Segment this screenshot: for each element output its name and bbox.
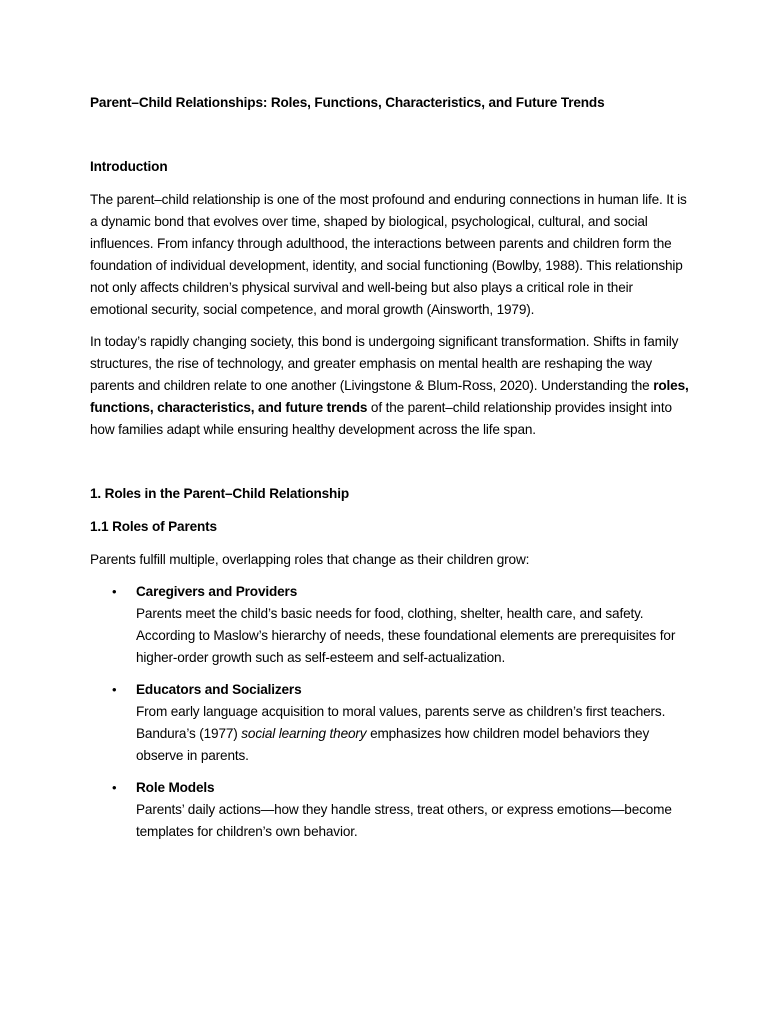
bullet-body: Parents’ daily actions—how they handle stress, treat others, or express emotions—become templates for children’s own behavior. — [136, 802, 672, 839]
intro-paragraph-2-bold: roles, functions, characteristics, and future trends — [90, 378, 689, 415]
intro-paragraph-2-text-b: of the parent–child relationship provides insight into how families adapt while ensuring healthy development across the life span. — [90, 400, 672, 437]
bullet-body-text-b: emphasizes how children model behaviors they observe in parents. — [136, 726, 650, 763]
bullet-body: Parents meet the child’s basic needs for food, clothing, shelter, health care, and safety. According to Maslow’s hierarchy of needs, these foundational elements are prerequisites for higher-order growth such as self-esteem and self-actualization. — [136, 606, 676, 665]
bullet-title: Caregivers and Providers — [136, 584, 298, 599]
bullet-title: Educators and Socializers — [136, 682, 302, 697]
section-1-heading: 1. Roles in the Parent–Child Relationship — [90, 486, 349, 501]
bullet-title: Role Models — [136, 780, 215, 795]
list-item — [90, 777, 690, 843]
list-item — [90, 679, 690, 767]
list-item — [90, 581, 690, 669]
bullet-body — [136, 701, 690, 767]
bullet-body-text-a: From early language acquisition to moral values, parents serve as children’s first teachers. Bandura’s (1977) — [136, 704, 666, 741]
bullet-icon: • — [112, 584, 117, 599]
section-1-1-intro: Parents fulfill multiple, overlapping roles that change as their children grow: — [90, 552, 530, 567]
document-title: Parent–Child Relationships: Roles, Functions, Characteristics, and Future Trends — [90, 95, 605, 110]
roles-bullet-list — [90, 581, 690, 843]
bullet-icon: • — [112, 682, 117, 697]
bullet-icon: • — [112, 780, 117, 795]
intro-paragraph-2 — [90, 331, 690, 441]
bullet-body-italic: social learning theory — [241, 726, 367, 741]
intro-paragraph-1: The parent–child relationship is one of the most profound and enduring connections in human life. It is a dynamic bond that evolves over time, shaped by biological, psychological, cultural, and social influences. From infancy through adulthood, the interactions between parents and children form the foundation of individual development, identity, and social functioning (Bowlby, 1988). This relationship not only affects children’s physical survival and well-being but also plays a critical role in their emotional security, social competence, and moral growth (Ainsworth, 1979). — [90, 192, 687, 317]
introduction-heading: Introduction — [90, 159, 168, 174]
document-page — [90, 92, 690, 853]
intro-paragraph-2-text-a: In today’s rapidly changing society, this bond is undergoing significant transformation. Shifts in family structures, the rise of technology, and greater emphasis on mental health are reshaping the way parents and children relate to one another (Livingstone & Blum-Ross, 2020). Understanding the — [90, 334, 679, 393]
section-1-1-heading: 1.1 Roles of Parents — [90, 519, 217, 534]
